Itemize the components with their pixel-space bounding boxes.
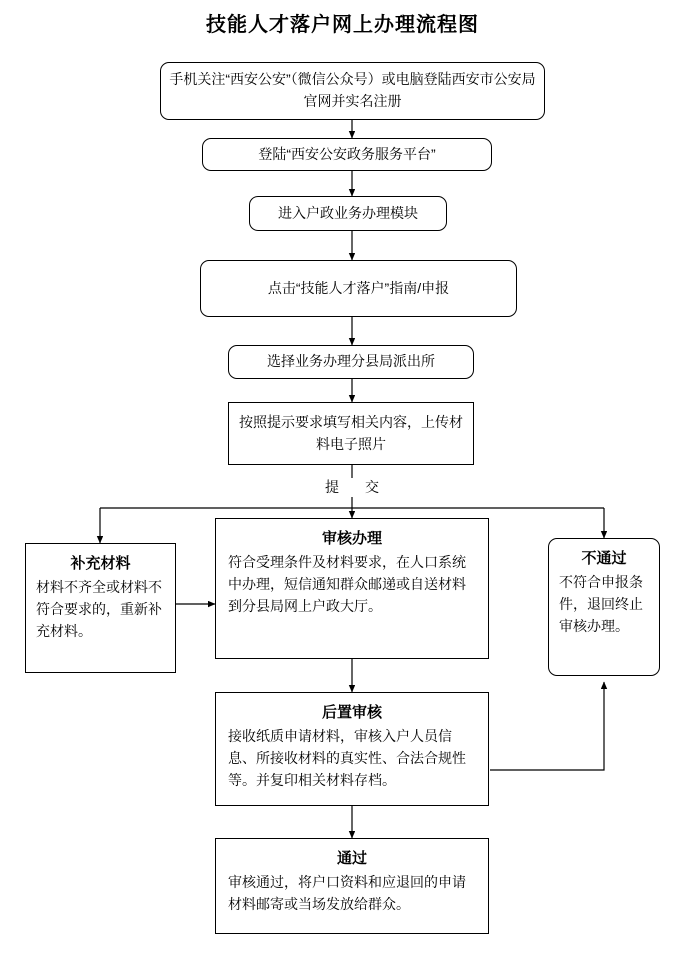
node-pass-title: 通过 (336, 850, 367, 867)
node-fill-form-text: 按照提示要求填写相关内容，上传材料电子照片 (239, 413, 463, 452)
label-submit: 提 交 (325, 479, 385, 495)
node-review-processing (215, 518, 489, 659)
node-apply-text: 点击“技能人才落户”指南/申报 (267, 279, 450, 296)
node-choose-station-text: 选择业务办理分县局派出所 (267, 353, 435, 370)
node-fill-form (228, 402, 474, 465)
node-supplement-materials-text: 材料不齐全或材料不符合要求的，重新补充材料。 (36, 579, 162, 639)
node-apply (200, 260, 517, 317)
node-review-processing-text: 符合受理条件及材料要求，在人口系统中办理，短信通知群众邮递或自送材料到分县局网上户政大厅。 (228, 554, 466, 614)
node-post-review-title: 后置审核 (321, 704, 382, 721)
node-choose-station (228, 345, 474, 379)
node-login (202, 138, 492, 171)
node-pass-text: 审核通过，将户口资料和应退回的申请材料邮寄或当场发放给群众。 (228, 874, 466, 912)
node-login-text: 登陆“西安公安政务服务平台” (258, 145, 436, 162)
node-module (249, 196, 447, 231)
node-pass (215, 838, 489, 934)
node-supplement-materials (25, 543, 176, 673)
node-post-review (215, 692, 489, 806)
node-reject-title: 不通过 (581, 550, 627, 567)
node-supplement-materials-title: 补充材料 (70, 555, 131, 572)
node-post-review-text: 接收纸质申请材料，审核入户人员信息、所接收材料的真实性、合法合规性等。并复印相关材料存档。 (228, 728, 466, 788)
node-register-text: 手机关注“西安公安”（微信公众号）或电脑登陆西安市公安局官网并实名注册 (169, 71, 536, 109)
node-reject (548, 538, 660, 676)
page-title: 技能人才落户网上办理流程图 (206, 14, 479, 36)
node-module-text: 进入户政业务办理模块 (278, 204, 418, 221)
node-register (160, 62, 545, 120)
node-review-processing-title: 审核办理 (321, 530, 382, 547)
node-reject-text: 不符合申报条件，退回终止审核办理。 (559, 574, 643, 634)
